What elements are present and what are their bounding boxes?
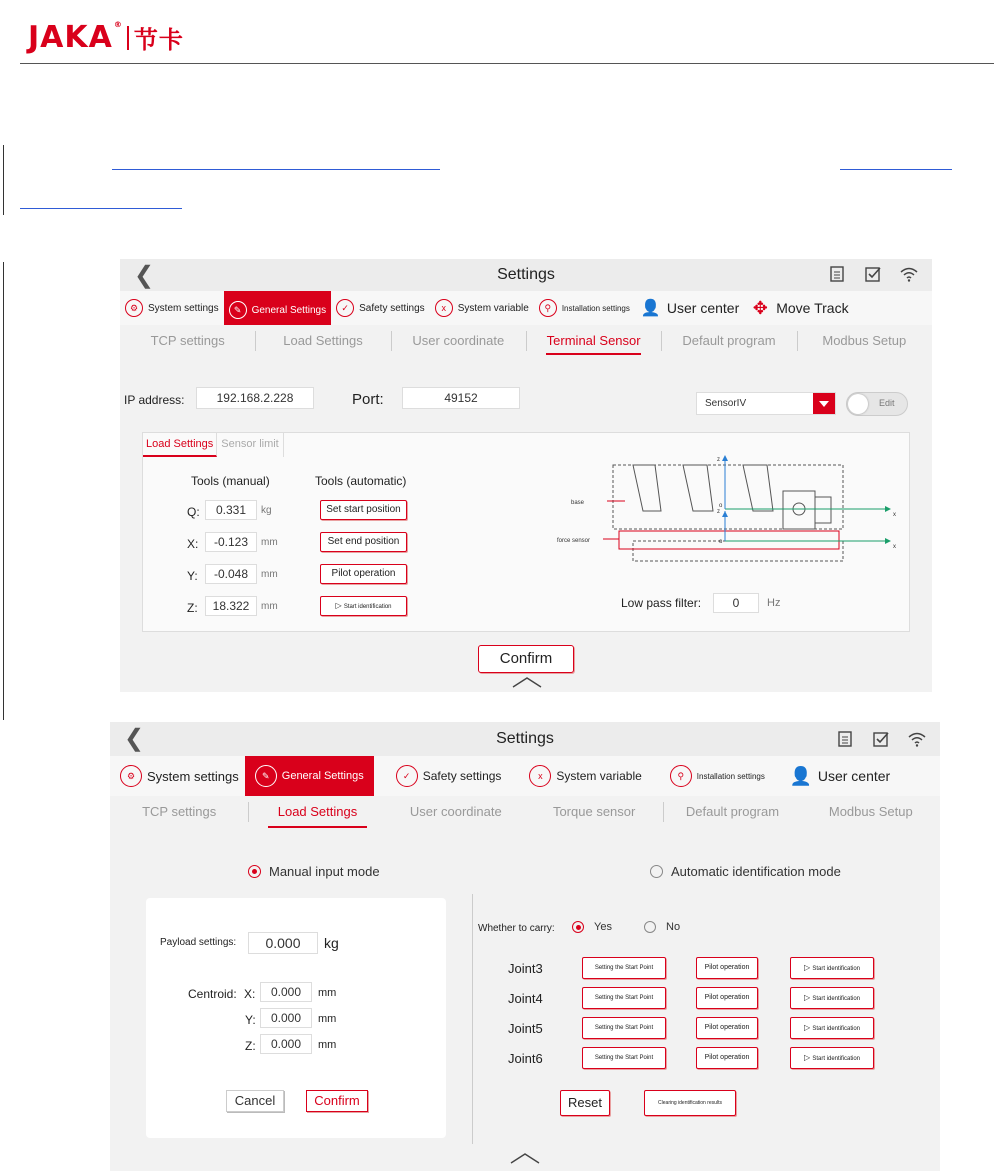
edit-toggle[interactable] [846,392,908,416]
joint-label: Joint5 [508,1021,543,1036]
title-bar [110,722,940,756]
nav-general-settings[interactable] [224,291,332,329]
start-identification-label: Start identification [812,1056,861,1062]
automatic-identification-panel [474,898,906,1146]
chevron-up-icon[interactable] [510,1152,540,1164]
logo-chinese: 节卡 [133,26,184,54]
ip-address-input[interactable]: 192.168.2.228 [196,387,314,409]
centroid-x-input[interactable]: 0.000 [260,982,312,1002]
port-label: Port: [352,391,384,408]
unit-mm: mm [261,601,278,612]
start-identification-button[interactable] [790,987,874,1009]
logo-brand: JAKA [28,20,113,55]
toggle-knob [848,394,868,414]
back-chevron-icon[interactable]: ❮ [134,262,155,289]
sensor-select[interactable] [696,392,836,415]
sensor-diagram [543,451,903,569]
checkbox-icon[interactable] [872,730,890,748]
nav-label: User center [666,300,740,316]
automatic-identification-mode-label: Automatic identification mode [671,864,841,879]
main-nav [120,291,932,325]
nav-label: Installation settings [696,771,765,781]
start-identification-label: Start identification [812,1026,861,1032]
start-identification-button[interactable] [320,596,407,616]
nav-safety-settings[interactable] [331,291,430,325]
nav-safety-settings[interactable] [374,759,516,793]
start-identification-label: Start identification [812,966,861,972]
unit-mm: mm [261,537,278,548]
clear-identification-results-button[interactable]: Clearing identification results [644,1090,736,1116]
installation-icon: ⚲ [539,299,557,317]
jaka-logo [28,20,184,55]
set-end-position-button[interactable]: Set end position [320,532,407,552]
logo-registered-mark: ® [113,20,123,29]
axis-label-x: X: [187,537,199,551]
hz-unit: Hz [767,597,781,609]
nav-label: System settings [147,768,239,784]
inner-tabs [143,433,284,457]
radio-unselected-icon [644,921,656,933]
payload-input[interactable]: 0.000 [248,932,318,954]
pilot-operation-button[interactable]: Pilot operation [320,564,407,584]
inner-tab-sensor-limit[interactable]: Sensor limit [217,433,283,457]
x-value-input[interactable]: -0.123 [205,532,257,552]
payload-unit: kg [324,935,339,951]
centroid-x-label: X: [244,987,256,1001]
nav-label: Safety settings [422,769,502,783]
document-icon[interactable] [828,265,846,283]
manual-input-mode-radio[interactable] [248,864,380,879]
tab-default-program[interactable]: Default program [661,325,796,357]
panel-divider [472,894,473,1144]
port-input[interactable]: 49152 [402,387,520,409]
centroid-y-input[interactable]: 0.000 [260,1008,312,1028]
tab-user-coordinate[interactable]: User coordinate [391,325,526,357]
wifi-icon[interactable] [908,730,926,748]
diagram-force-sensor-label: force sensor [557,538,591,544]
nav-label: General Settings [251,304,327,316]
tab-tcp-settings[interactable]: TCP settings [150,333,225,348]
variable-icon: x [435,299,453,317]
automatic-identification-mode-radio[interactable] [650,864,841,879]
payload-settings-label: Payload settings: [160,937,237,948]
wifi-icon[interactable] [900,265,918,283]
pilot-operation-button[interactable]: Pilot operation [696,1017,758,1039]
inner-tab-load-settings[interactable]: Load Settings [143,433,217,457]
axis-label-y: Y: [187,569,198,583]
sensor-select-value: SensorIV [705,398,747,409]
play-icon: ▷ [803,963,813,972]
pilot-operation-button[interactable]: Pilot operation [696,987,758,1009]
nav-installation-settings[interactable] [534,291,635,325]
tab-default-program[interactable]: Default program [663,796,801,830]
q-value-input[interactable]: 0.331 [205,500,257,520]
screenshot-terminal-sensor [120,259,932,692]
set-start-point-button[interactable]: Setting the Start Point [582,957,666,979]
cancel-button[interactable]: Cancel [226,1090,284,1112]
play-icon: ▷ [803,1023,813,1032]
diagram-x-label: x [893,544,896,550]
gear-icon: ⚙ [120,765,142,787]
set-start-point-button[interactable]: Setting the Start Point [582,1017,666,1039]
tab-load-settings[interactable]: Load Settings [248,796,386,830]
doc-link-2-continued[interactable] [20,208,182,209]
centroid-y-label: Y: [245,1013,256,1027]
diagram-base-label: base [571,500,585,506]
header-divider [20,63,994,64]
load-settings-panel [142,432,910,632]
confirm-button[interactable]: Confirm [306,1090,368,1112]
shield-icon: ✓ [336,299,354,317]
installation-icon: ⚲ [670,765,692,787]
nav-move-track[interactable] [744,291,853,325]
tools-automatic-header: Tools (automatic) [315,474,407,488]
diagram-z-label: z [717,457,720,463]
set-start-point-button[interactable]: Setting the Start Point [582,1047,666,1069]
tab-load-settings[interactable]: Load Settings [255,325,390,357]
doc-link-1[interactable] [112,169,440,170]
low-pass-filter-input[interactable]: 0 [713,593,759,613]
y-value-input[interactable]: -0.048 [205,564,257,584]
tab-user-coordinate[interactable]: User coordinate [409,804,502,819]
centroid-y-unit: mm [318,1013,337,1025]
diagram-origin-label: o [719,503,723,509]
pilot-operation-button[interactable]: Pilot operation [696,957,758,979]
pilot-operation-button[interactable]: Pilot operation [696,1047,758,1069]
logo-divider [127,26,129,50]
low-pass-filter-label: Low pass filter: [621,596,702,610]
wrench-icon: ✎ [255,765,277,787]
diagram-z-label: z [717,509,720,515]
checkbox-icon[interactable] [864,265,882,283]
doc-left-bar [3,145,4,215]
centroid-x-unit: mm [318,987,337,999]
nav-label: Safety settings [359,302,425,314]
start-identification-button[interactable] [790,957,874,979]
chevron-up-icon[interactable] [512,676,542,688]
sub-tabs [120,325,932,357]
main-nav [110,756,940,796]
document-icon[interactable] [836,730,854,748]
edit-toggle-label: Edit [879,398,895,408]
start-identification-button[interactable] [790,1047,874,1069]
tab-tcp-settings[interactable]: TCP settings [142,804,217,819]
user-gear-icon: 👤 [640,300,661,317]
nav-system-variable[interactable] [430,291,534,325]
tools-manual-header: Tools (manual) [191,474,270,488]
carry-no-radio[interactable] [644,921,680,933]
gear-icon: ⚙ [125,299,143,317]
nav-label: Move Track [776,300,849,316]
carry-yes-radio[interactable] [572,921,612,933]
nav-label: System variable [457,302,529,314]
shield-icon: ✓ [396,765,418,787]
play-icon: ▷ [335,601,344,610]
start-identification-label: Start identification [343,604,392,610]
manual-input-panel [146,898,446,1138]
axis-label-z: Z: [187,601,198,615]
start-identification-button[interactable] [790,1017,874,1039]
nav-label: System settings [148,302,219,314]
nav-system-settings[interactable] [120,291,224,325]
start-identification-label: Start identification [812,996,861,1002]
centroid-label: Centroid: [188,987,237,1001]
nav-installation-settings[interactable] [656,759,779,793]
wrench-icon: ✎ [229,301,247,319]
confirm-button[interactable]: Confirm [478,645,574,673]
set-start-point-button[interactable]: Setting the Start Point [582,987,666,1009]
nav-user-center[interactable] [635,291,744,325]
diagram-origin-label: o [719,539,723,545]
move-arrows-icon: ✥ [752,297,768,318]
screenshot-load-settings [110,722,940,1171]
centroid-z-input[interactable]: 0.000 [260,1034,312,1054]
tab-torque-sensor[interactable]: Torque sensor [552,804,636,819]
title-bar [120,259,932,291]
doc-left-bar-2 [3,262,4,720]
back-chevron-icon[interactable]: ❮ [124,725,145,752]
unit-mm: mm [261,569,278,580]
unit-kg: kg [261,505,272,516]
nav-general-settings[interactable] [245,756,374,796]
diagram-x-label: x [893,512,896,518]
ip-address-label: IP address: [124,393,185,407]
joint-label: Joint3 [508,961,543,976]
centroid-z-unit: mm [318,1039,337,1051]
play-icon: ▷ [803,993,813,1002]
nav-label: System variable [556,769,642,783]
variable-icon: x [529,765,551,787]
radio-selected-icon [248,865,261,878]
joint-label: Joint6 [508,1051,543,1066]
doc-link-2[interactable] [840,169,952,170]
carry-no-label: No [666,921,681,933]
nav-user-center[interactable] [779,759,900,793]
tab-modbus-setup[interactable]: Modbus Setup [797,325,932,357]
radio-unselected-icon [650,865,663,878]
reset-button[interactable]: Reset [560,1090,610,1116]
nav-system-variable[interactable] [515,759,655,793]
window-title: Settings [497,266,555,283]
sub-tabs [110,796,940,830]
nav-label: User center [817,768,891,784]
whether-to-carry-label: Whether to carry: [478,923,555,934]
nav-system-settings[interactable] [110,759,245,793]
tab-modbus-setup[interactable]: Modbus Setup [828,804,913,819]
carry-yes-label: Yes [594,921,612,933]
nav-label: General Settings [281,770,364,782]
joint-label: Joint4 [508,991,543,1006]
axis-label-q: Q: [187,505,200,519]
radio-selected-icon [572,921,584,933]
user-gear-icon: 👤 [789,765,813,786]
play-icon: ▷ [803,1053,813,1062]
nav-label: Installation settings [561,303,630,313]
set-start-position-button[interactable]: Set start position [320,500,407,520]
window-title: Settings [496,730,554,747]
z-value-input[interactable]: 18.322 [205,596,257,616]
manual-input-mode-label: Manual input mode [269,864,380,879]
centroid-z-label: Z: [245,1039,256,1053]
chevron-down-icon[interactable] [813,393,835,414]
tab-terminal-sensor[interactable]: Terminal Sensor [526,325,661,357]
